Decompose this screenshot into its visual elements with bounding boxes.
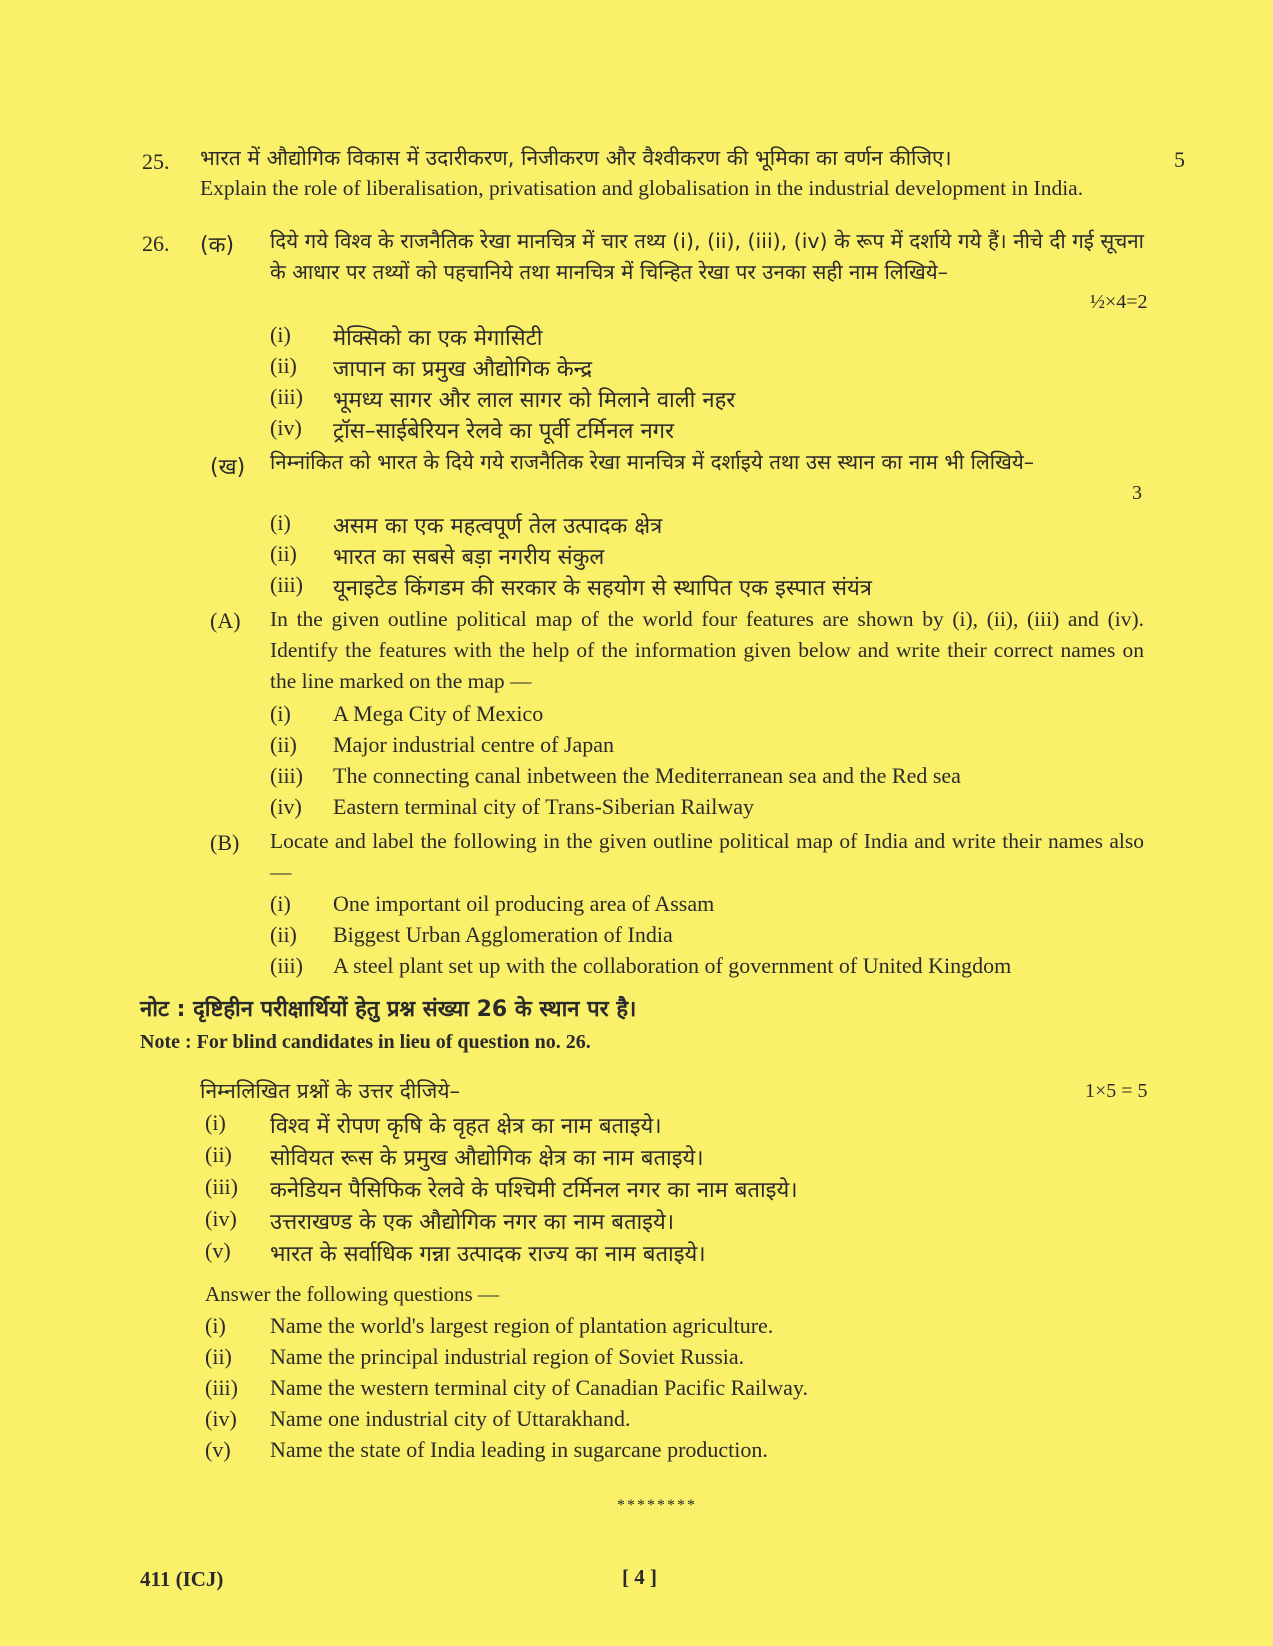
q25-marks: 5 xyxy=(1174,147,1185,172)
q25-english: Explain the role of liberalisation, privatisation and globalisation in the industrial development in India. xyxy=(200,176,1084,200)
q26-number: 26. xyxy=(142,231,170,256)
note-hindi: नोट : दृष्टिहीन परीक्षार्थियों हेतु प्रश्न संख्या 26 के स्थान पर है। xyxy=(140,997,637,1022)
q26-B-text: Locate and label the following in the given outline political map of India and write their names also — xyxy=(270,829,1144,884)
q26-A-text: In the given outline political map of the world four features are shown by (i), (ii), (iii) and (iv). Identify the features with the help of the information given below and write their correct names on the line marked on the map — xyxy=(270,607,1144,693)
page-number: [ 4 ] xyxy=(622,1565,657,1589)
q26-A-label: (A) xyxy=(210,608,241,633)
note-english: Note : For blind candidates in lieu of question no. 26. xyxy=(140,1031,591,1053)
q25-hindi: भारत में औद्योगिक विकास में उदारीकरण, निजीकरण और वैश्वीकरण की भूमिका का वर्णन कीजिए। xyxy=(200,146,952,170)
q26-kha-marks: 3 xyxy=(1132,482,1142,504)
q26-kha-label: (ख) xyxy=(210,455,246,480)
exam-page: 25. भारत में औद्योगिक विकास में उदारीकरण, निजीकरण और वैश्वीकरण की भूमिका का वर्णन कीजिए। 5 Explain the role of liberalisation, privatisation and globalisation in the industrial development in India. 26. (क) दिये गये विश्व के राजनैतिक रेखा मानचित्र में चार तथ्य (i), (ii), (iii), (iv) के रूप में दर्शाये गये हैं। नीचे दी गई सूचना के आधार पर तथ्यों को पहचानिये तथा मानचित्र में चिन्हित रेखा पर उनका सही नाम लिखिये– ½×4=2 (i) मेक्सिको का एक मेगासिटी (ii) जापान का प्रमुख औद्योगिक केन्द्र (iii) भूमध्य सागर और लाल सागर को मिलाने वाली नहर (iv) ट्रॉस–साईबेरियन रेलवे का पूर्वी टर्मिनल नगर (ख) निम्नांकित को भारत के दिये गये राजनैतिक रेखा मानचित्र में दर्शाइये तथा उस स्थान का नाम भी लिखिये– 3 (i) असम का एक महत्वपूर्ण तेल उत्पादक क्षेत्र (ii) भारत का सबसे बड़ा नगरीय संकुल (iii) यूनाइटेड किंगडम की सरकार के सहयोग से स्थापित एक इस्पात संयंत्र (A) In the given outline political map of the world four features are shown by (i), (ii), (iii) and (iv). Identify the features with the help of the information given below and write their correct names on the line marked on the map — (i) A Mega City of Mexico (ii) Major industrial centre of Japan (iii) The connecting canal inbetween the Mediterranean sea and the Red sea (iv) Eastern terminal city of Trans-Siberian Railway (B) Locate and label the following in the given outline political map of India and write their names also — (i) One important oil producing area of Assam (ii) Biggest Urban Agglomeration of India (iii) A steel plant set up with the collaboration of government of United Kingdom नोट : दृष्टिहीन परीक्षार्थियों हेतु प्रश्न संख्या 26 के स्थान पर है। Note : For blind candidates in lieu of question no. 26. निम्नलिखित प्रश्नों के उत्तर दीजिये– 1×5 = 5 (i) विश्व में रोपण कृषि के वृहत क्षेत्र का नाम बताइये। (ii) सोवियत रूस के प्रमुख औद्योगिक क्षेत्र का नाम बताइये। (iii) कनेडियन पैसिफिक रेलवे के पश्चिमी टर्मिनल नगर का नाम बताइये। (iv) उत्तराखण्ड के एक औद्योगिक नगर का नाम बताइये। (v) भारत के सर्वाधिक गन्ना उत्पादक राज्य का नाम बताइये। Answer the following questions — (i) Name the world's largest region of plantation agriculture. (ii) Name the principal industrial region of Soviet Russia. (iii) Name the western terminal city of Canadian Pacific Railway. (iv) Name one industrial city of Uttarakhand. (v) Name the state of India leading in sugarcane production. ******** 411 (ICJ) [ 4 ] xyxy=(140,146,1185,1591)
q26-ka-text: दिये गये विश्व के राजनैतिक रेखा मानचित्र में चार तथ्य (i), (ii), (iii), (iv) के रूप में दर्शाये गये हैं। नीचे दी गई सूचना के आधार पर तथ्यों को पहचानिये तथा मानचित्र में चिन्हित रेखा पर उनका सही नाम लिखिये– xyxy=(270,229,1144,284)
blind-marks: 1×5 = 5 xyxy=(1085,1080,1148,1102)
end-stars: ******** xyxy=(617,1497,697,1514)
q26-kha-text: निम्नांकित को भारत के दिये गये राजनैतिक रेखा मानचित्र में दर्शाइये तथा उस स्थान का नाम भी लिखिये– xyxy=(270,450,1035,474)
blind-hindi-intro: निम्नलिखित प्रश्नों के उत्तर दीजिये– xyxy=(200,1079,461,1103)
blind-english-intro: Answer the following questions — xyxy=(205,1282,499,1306)
q26-B-label: (B) xyxy=(210,830,240,855)
paper-code: 411 (ICJ) xyxy=(140,1567,224,1591)
q25-number: 25. xyxy=(142,149,170,174)
q26-ka-label: (क) xyxy=(200,233,235,258)
q26-ka-marks: ½×4=2 xyxy=(1090,291,1148,313)
